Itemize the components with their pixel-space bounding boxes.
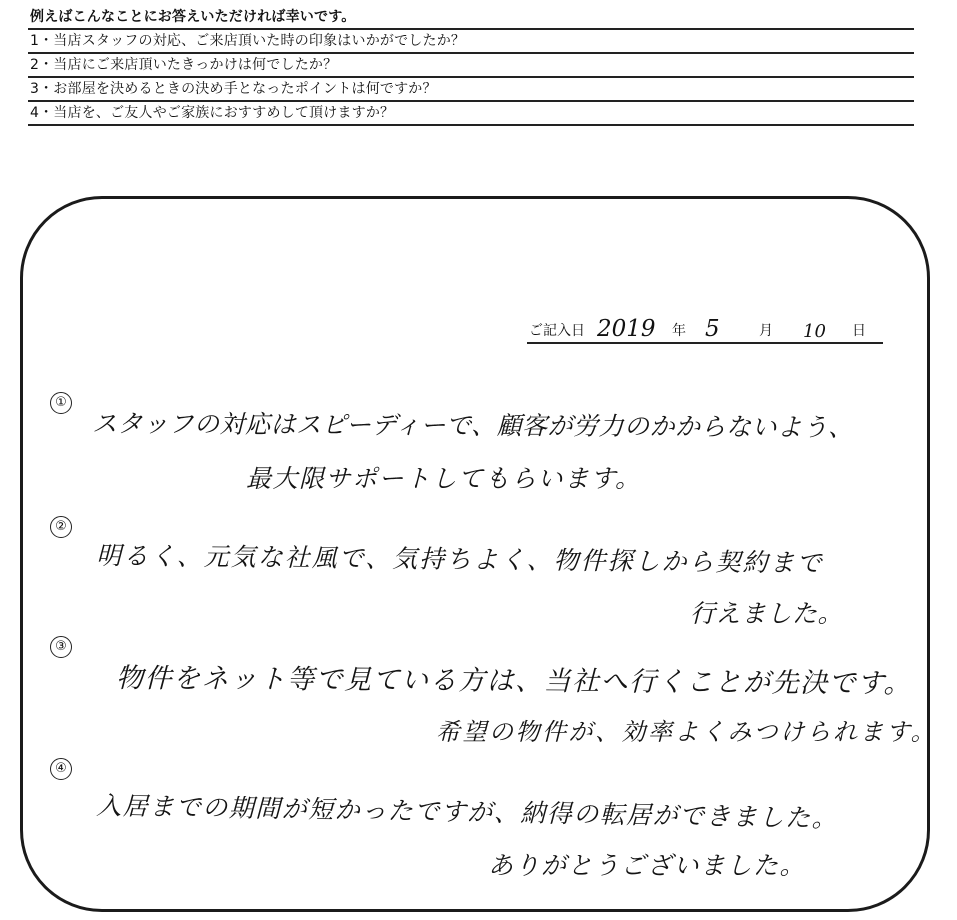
answer-1-line-1: スタッフの対応はスピーディーで、顧客が労力のかからないよう、 (92, 409, 854, 442)
date-month: 5 (705, 316, 720, 342)
question-4: 4・当店を、ご友人やご家族におすすめして頂けますか？ (28, 102, 914, 126)
answer-2-line-2: 行えました。 (690, 599, 844, 628)
answer-4-line-1: 入居までの期間が短かったですが、納得の転居ができました。 (96, 791, 839, 833)
answer-4-line-2: ありがとうございました。 (488, 851, 807, 880)
date-day-unit: 日 (852, 323, 866, 339)
question-header (28, 6, 914, 126)
header-intro: 例えばこんなことにお答えいただければ幸いです。 (28, 6, 914, 30)
date-year-unit: 年 (672, 323, 686, 339)
date-month-unit: 月 (759, 323, 773, 339)
answer-1-number: ① (50, 392, 72, 414)
answer-3-line-2: 希望の物件が、効率よくみつけられます。 (436, 718, 938, 746)
date-day: 10 (803, 321, 826, 342)
answer-3-number: ③ (50, 636, 72, 658)
question-1: 1・当店スタッフの対応、ご来店頂いた時の印象はいかがでしたか？ (28, 30, 914, 54)
answer-4-number: ④ (50, 758, 72, 780)
date-label: ご記入日 (529, 323, 585, 339)
answer-3-line-1: 物件をネット等で見ている方は、当社へ行くことが先決です。 (116, 663, 913, 700)
answer-2-line-1: 明るく、元気な社風で、気持ちよく、物件探しから契約まで (96, 541, 824, 578)
question-2: 2・当店にご来店頂いたきっかけは何でしたか？ (28, 54, 914, 78)
question-3: 3・お部屋を決めるときの決め手となったポイントは何ですか？ (28, 78, 914, 102)
answer-2-number: ② (50, 516, 72, 538)
answer-1-line-2: 最大限サポートしてもらいます。 (246, 464, 642, 493)
date-row (527, 310, 883, 344)
date-year: 2019 (597, 316, 656, 342)
